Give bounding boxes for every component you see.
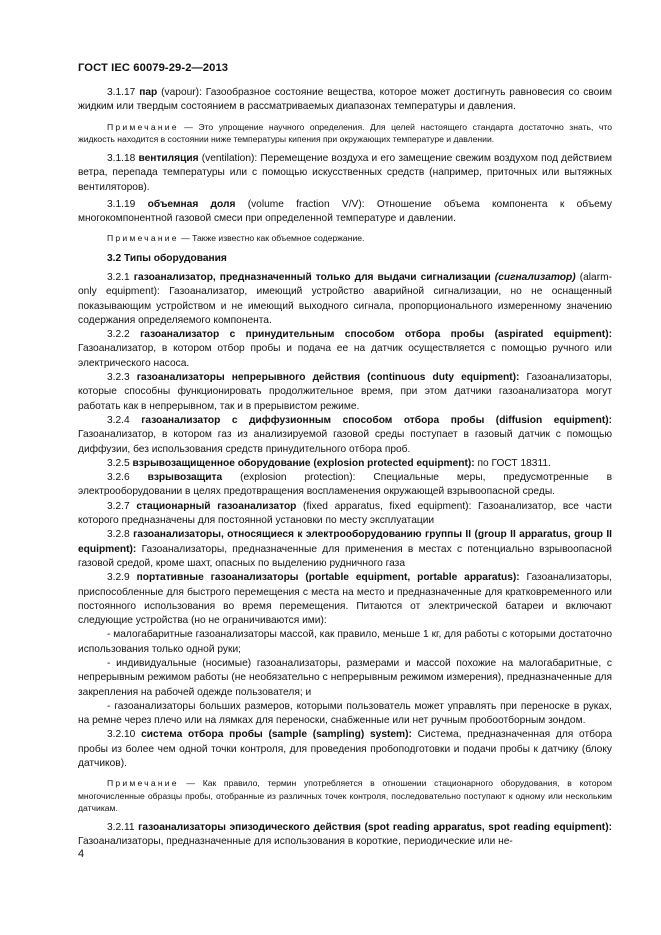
page-number: 4 [78,848,85,860]
note-3-1-19: Примечание — Также известно как объемное содержание. [107,233,365,244]
document-body [78,86,612,850]
definition-3-2-2: 3.2.2 газоанализатор с принудительным способом отбора пробы (aspirated equipment): Газоанализатор, в котором отбор пробы и подача ее на датчик осуществляется с помощью ручного или электрического насоса. [78,329,612,369]
note-label: Примечание [107,121,179,132]
definition-3-1-17: 3.1.17 пар (vapour): Газообразное состояние вещества, которое может достигнуть равновесия со своим жидким или твердым состоянием в рассматриваемых диапазонах температуры и давления. [78,87,612,113]
list-item: - газоанализаторы больших размеров, которыми пользователь может управлять при переноске в руках, на ремне через плечо или на лямках для переноски, снабженные или нет ручным пробоотборным зондом. [78,700,612,727]
list-item: - малогабаритные газоанализаторы массой, как правило, меньше 1 кг, для работы с которыми достаточно использования только одной руки; [78,629,612,655]
note-3-2-10: Примечание — Как правило, термин употребляется в отношении стационарного оборудования, в котором многочисленные образцы пробы, отобранные из различных точек контроля, последовательно поступают к одному или нескольким датчикам. [78,778,612,813]
definition-3-2-11: 3.2.11 газоанализаторы эпизодического действия (spot reading apparatus, spot reading equipment): Газоанализаторы, предназначенные для использования в короткие, периодические или не- [78,821,612,848]
definition-3-2-5: 3.2.5 взрывозащищенное оборудование (explosion protected equipment): по ГОСТ 18311. [107,457,551,469]
definition-3-2-3: 3.2.3 газоанализаторы непрерывного действия (continuous duty equipment): Газоанализаторы, которые способны функционировать продолжительное время, при этом датчики газоанализатора могут работать как в непрерывном, так и в прерывистом режиме. [78,372,612,412]
definition-3-2-10: 3.2.10 система отбора пробы (sample (sampling) system): Система, предназначенная для отбора пробы из более чем одной точки контроля, для проведения пробоподготовки и подачи пробы к датчику (блоку датчиков). [78,729,612,770]
list-item: - индивидуальные (носимые) газоанализаторы, размерами и массой похожие на малогабаритные, с непрерывным режимом работы (не необязательно с непрерывным режимом измерения), предназначенные для закрепления на рабочей одежде пользователя; и [78,658,612,698]
definition-3-1-18: 3.1.18 вентиляция (ventilation): Перемещение воздуха и его замещение свежим воздухом под действием ветра, перепада температуры или с помощью искусственных средств (например, приточных или вытяжных вентиляторов). [78,153,612,193]
definition-3-2-4: 3.2.4 газоанализатор с диффузионным способом отбора пробы (diffusion equipment): Газоанализатор, в котором газ из анализируемой газовой среды поступает в газовый датчик с помощью диффузии, без использования средств принудительного отбора проб. [78,414,612,455]
note-label: Примечание [107,233,179,244]
definition-3-2-8: 3.2.8 газоанализаторы, относящиеся к электрооборудованию группы II (group II apparatus, group II equipment): Газоанализаторы, предназначенные для применения в местах с потенциально взрывоопасной газовой средой, кроме шахт, опасных по выделению рудничного газа [78,529,612,569]
section-heading: 3.2 Типы оборудования [107,252,227,264]
definition-3-2-1: 3.2.1 газоанализатор, предназначенный только для выдачи сигнализации (сигнализатор) (alarm-only equipment): Газоанализатор, имеющий устройство аварийной сигнализации, но не оснащенный показывающим устройством и не имеющий выходного сигнала, пропорционального измеренному значению содержания определяемого компонента. [78,271,612,326]
note-3-1-17: Примечание — Это упрощение научного определения. Для целей настоящего стандарта достаточно знать, что жидкость находится в состоянии ниже температуры кипения при окружающих температуре и давлении. [78,121,612,144]
definition-3-2-6: 3.2.6 взрывозащита (explosion protection): Специальные меры, предусмотренные в электрооборудовании в целях предотвращения воспламенения окружающей взрывоопасной среды. [78,472,612,498]
definition-3-2-9: 3.2.9 портативные газоанализаторы (portable equipment, portable apparatus): Газоанализаторы, приспособленные для быстрого перемещения с места на место и предназначенные для кратковременного или постоянного использования во время перемещения. Питаются от электрической батареи и включают следующие устройства (но не ограничиваются ими): [78,572,613,627]
definition-3-1-19: 3.1.19 объемная доля (volume fraction V/V): Отношение объема компонента к объему многокомпонентной газовой смеси при определенной температуре и давлении. [78,198,612,225]
note-label: Примечание [107,778,179,789]
definition-3-2-7: 3.2.7 стационарный газоанализатор (fixed apparatus, fixed equipment): Газоанализатор, все части которого предназначены для постоянной установки по месту эксплуатации [78,500,612,527]
standard-header: ГОСТ IEC 60079-29-2—2013 [78,62,229,74]
